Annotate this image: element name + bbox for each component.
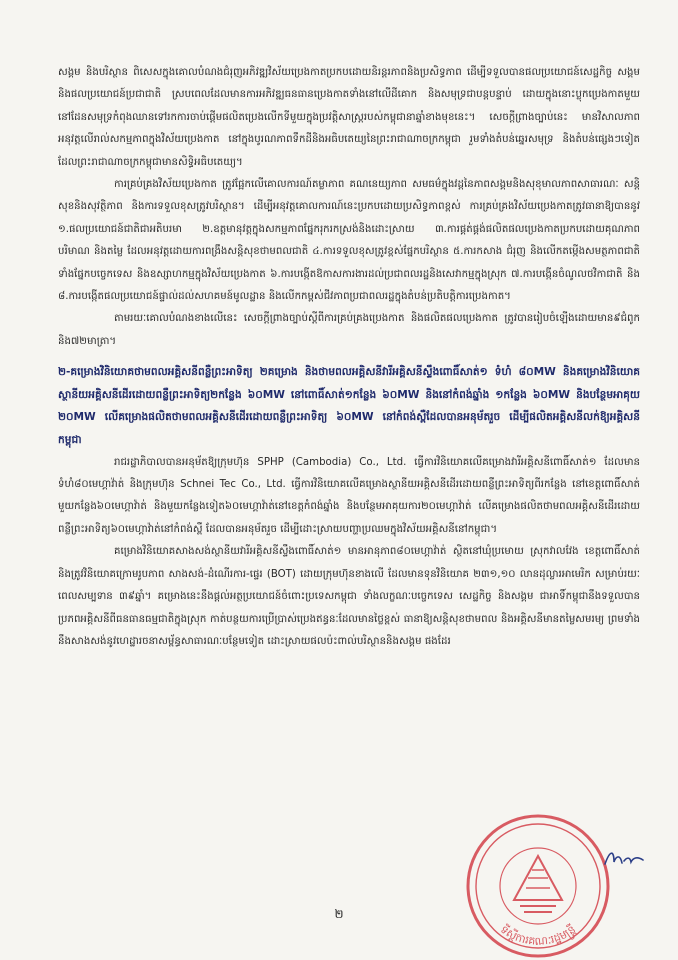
- section-heading: ២-គម្រោងវិនិយោគថាមពលអគ្គិសនីពន្លឺព្រះអាទិត្យ ២គម្រោង និងថាមពលអគ្គិសនីវារីអគ្គិសនីស្ទឹងពោធិ៍សាត់១ ទំហំ ៨០MW និងគម្រោងវិនិយោគ ស្ថានីយអគ្គិសនីដើរដោយពន្លឺព្រះអាទិត្យ២កន្លែង ៦០MW នៅពោធិ៍សាត់១កន្លែង ៦០MW និងនៅកំពង់ឆ្នាំង ១កន្លែង ៦០MW និងបន្ថែមអាគុយ ២០MW លើគម្រោងផលិតថាមពលអគ្គិសនីដើរដោយពន្លឺព្រះអាទិត្យ ៦០MW នៅកំពង់ស្ពឺដែលបានអនុម័តរួច ដើម្បីផលិតអគ្គិសនីលក់ឱ្យអគ្គិសនីកម្ពុជា: [58, 366, 640, 447]
- stamp-text: ទីស្ដីការគណៈរដ្ឋមន្ត្រី: [497, 922, 579, 949]
- paragraph-structure: តាមរយៈគោលបំណងខាងលើនេះ សេចក្ដីព្រាងច្បាប់ស្ដីពីការគ្រប់គ្រងប្រេងកាត និងផលិតផលប្រេងកាត ត្រូវបានរៀបចំឡើងដោយមាន៩ជំពូក និង៧២មាត្រា។: [58, 313, 640, 347]
- paragraph-approval: រាជរដ្ឋាភិបាលបានអនុម័តឱ្យក្រុមហ៊ុន SPHP (Cambodia) Co., Ltd. ធ្វើការវិនិយោគលើគម្រោងវារីអគ្គិសនីពោធិ៍សាត់១ ដែលមានទំហំ៨០មេហ្គាវ៉ាត់ និងក្រុមហ៊ុន Schnei Tec Co., Ltd. ធ្វើការវិនិយោគលើគម្រោងស្ថានីយអគ្គិសនីដើរដោយពន្លឺព្រះអាទិត្យពីរកន្លែង នៅខេត្តពោធិ៍សាត់មួយកន្លែង៦០មេហ្គាវ៉ាត់ និងមួយកន្លែងទៀត៦០មេហ្គាវ៉ាត់នៅខេត្តកំពង់ឆ្នាំង និងបន្ថែមអាគុយការ២០មេហ្គាវ៉ាត់ លើគម្រោងផលិតថាមពលអគ្គិសនីដើរដោយពន្លឺព្រះអាទិត្យ៦០មេហ្គាវ៉ាត់នៅកំពង់ស្ពឺ ដែលបានអនុម័តរួច ដើម្បីដោះស្រាយបញ្ហាប្រឈមក្នុងវិស័យអគ្គិសនីនៅកម្ពុជា។: [58, 456, 640, 535]
- signature: [602, 846, 646, 870]
- official-stamp: [458, 808, 618, 960]
- document-body: [58, 62, 640, 653]
- paragraph-hydropower: គម្រោងវិនិយោគសាងសង់ស្ថានីយវារីអគ្គិសនីស្ទឹងពោធិ៍សាត់១ មានអានុភាព៨០មេហ្គាវ៉ាត់ ស្ថិតនៅឃុំប្រមោយ ស្រុកវាលវែង ខេត្តពោធិ៍សាត់ និងត្រូវវិនិយោគក្រោមរូបភាព សាងសង់-ដំណើរការ-ផ្ទេរ (BOT) ដោយក្រុមហ៊ុនខាងលើ ដែលមានទុនវិនិយោគ ២៣១,១០ លានដុល្លារអាមេរិក សម្រាប់រយៈពេលសម្បទាន ៣៩ឆ្នាំ។ គម្រោងនេះនឹងផ្ដល់អត្ថប្រយោជន៍ចំពោះប្រទេសកម្ពុជា ទាំងលក្ខណៈបច្ចេកទេស សេដ្ឋកិច្ច និងសង្គម ជាអាទិ៍កម្ពុជានឹងទទួលបានប្រភពអគ្គិសនីពីធនធានធម្មជាតិក្នុងស្រុក កាត់បន្ថយការប្រើប្រាស់ប្រេងឥន្ធនៈដែលមានថ្លៃខ្ពស់ ធានាឱ្យសន្តិសុខថាមពល និងអគ្គិសនីមានតម្លៃសមរម្យ ព្រមទាំងនឹងសាងសង់នូវហេដ្ឋារចនាសម្ព័ន្ធសាធារណៈបន្ថែមទៀត ដោះស្រាយផលប៉ះពាល់បរិស្ថាននិងសង្គម ផងដែរ: [58, 546, 640, 647]
- svg-text:ទីស្ដីការគណៈរដ្ឋមន្ត្រី: [498, 922, 579, 948]
- paragraph-scope: សង្គម និងបរិស្ថាន ពិសេសក្នុងគោលបំណងជំរុញអភិវឌ្ឍវិស័យប្រេងកាតប្រកបដោយនិរន្តរភាពនិងប្រសិទ្ធភាព ដើម្បីទទួលបានផលប្រយោជន៍សេដ្ឋកិច្ច សង្គម និងផលប្រយោជន៍ប្រជាជាតិ ស្របពេលដែលមានការអភិវឌ្ឍធនធានប្រេងកាតទាំងនៅលើដីគោក និងសមុទ្រជាបន្តបន្ទាប់ ដោយក្នុងនោះប្លុកប្រេងកាតមួយនៅដែនសមុទ្រកំពុងឈានទៅរកការចាប់ផ្ដើមផលិតប្រេងលើកទីមួយក្នុងប្រវត្តិសាស្ត្ររបស់កម្ពុជានាឆ្នាំខាងមុខនេះ។ សេចក្ដីព្រាងច្បាប់នេះ មានវិសាលភាពអនុវត្តលើរាល់សកម្មភាពក្នុងវិស័យប្រេងកាត នៅក្នុងបូរណភាពទឹកដីនិងអធិបតេយ្យនៃព្រះរាជាណាចក្រកម្ពុជា រួមទាំងតំបន់ឆ្នេរសមុទ្រ និងតំបន់ផ្សេងៗទៀតដែលព្រះរាជាណាចក្រកម្ពុជាមានសិទ្ធិអធិបតេយ្យ។: [58, 67, 640, 168]
- paragraph-principles: ការគ្រប់គ្រងវិស័យប្រេងកាត ត្រូវផ្អែកលើគោលការណ៍តម្លាភាព គណនេយ្យភាព សមធម៌ក្នុងវដ្ដនៃភាពសង្គមនិងសុខុមាលភាពសាធារណៈ សន្តិសុខនិងសុវត្ថិភាព និងការទទួលខុសត្រូវបរិស្ថាន។ ដើម្បីអនុវត្តគោលការណ៍នេះប្រកបដោយប្រសិទ្ធភាពខ្ពស់ ការគ្រប់គ្រងវិស័យប្រេងកាតត្រូវធានាឱ្យបាននូវ ១.ផលប្រយោជន៍ជាតិជាអតិបរមា ២.ឧត្តមានុវត្តក្នុងសកម្មភាពផ្នែករុករកស្រង់និងដោះស្រាយ ៣.ការផ្គត់ផ្គង់ផលិតផលប្រេងកាតប្រកបដោយគុណភាព បរិមាណ និងតម្លៃ ដែលអនុវត្តដោយការពង្រឹងសន្តិសុខថាមពលជាតិ ៤.ការទទួលខុសត្រូវខ្ពស់ផ្នែកបរិស្ថាន ៥.ការកសាង ជំរុញ និងលើកតម្កើងសមត្ថភាពជាតិទាំងផ្នែកបច្ចេកទេស និងឧស្សាហកម្មក្នុងវិស័យប្រេងកាត ៦.ការបង្កើតឱកាសការងារដល់ប្រជាពលរដ្ឋនិងសេវាកម្មក្នុងស្រុក ៧.ការបង្កើនចំណូលថវិកាជាតិ និង ៨.ការបង្កើតផលប្រយោជន៍ផ្ទាល់ដល់សហគមន៍មូលដ្ឋាន និងលើកកម្ពស់ជីវភាពប្រជាពលរដ្ឋក្នុងតំបន់ប្រតិបត្តិការប្រេងកាត។: [58, 179, 640, 303]
- page-number: ២: [334, 907, 344, 921]
